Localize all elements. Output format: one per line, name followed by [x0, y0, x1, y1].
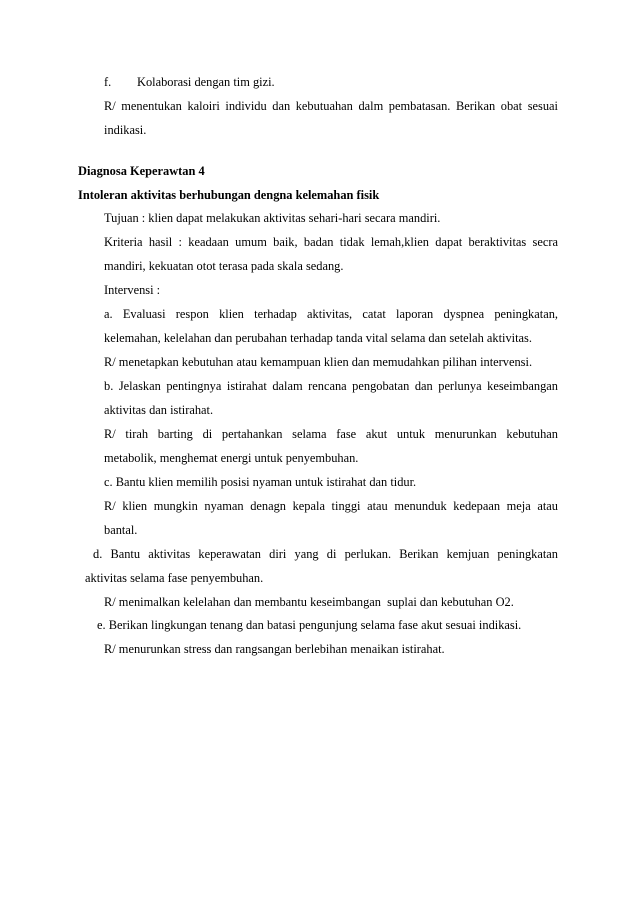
tujuan-text: Tujuan : klien dapat melakukan aktivitas sehari-hari secara mandiri.	[104, 211, 441, 225]
item-f-rationale-line-1: R/ menentukan kaloiri individu dan kebutuahan dalm pembatasan. Berikan obat sesuai	[104, 99, 558, 113]
item-c: c. Bantu klien memilih posisi nyaman untuk istirahat dan tidur.	[104, 475, 417, 489]
item-b-rationale-line-2: metabolik, menghemat energi untuk penyembuhan.	[104, 451, 359, 465]
item-e: e. Berikan lingkungan tenang dan batasi pengunjung selama fase akut sesuai indikasi.	[97, 618, 522, 632]
item-d-line-1: d. Bantu aktivitas keperawatan diri yang di perlukan. Berikan kemjuan peningkatan	[93, 547, 558, 561]
item-f-text: Kolaborasi dengan tim gizi.	[137, 75, 275, 89]
kriteria-line-1: Kriteria hasil : keadaan umum baik, badan tidak lemah,klien dapat beraktivitas secra	[104, 235, 558, 249]
item-f-marker: f.	[104, 75, 112, 89]
item-f-rationale-line-2: indikasi.	[104, 123, 147, 137]
item-a-line-2: kelemahan, kelelahan dan perubahan terhadap tanda vital selama dan setelah aktivitas.	[104, 331, 532, 345]
intervensi-label: Intervensi :	[104, 283, 161, 297]
item-b-line-2: aktivitas dan istirahat.	[104, 403, 214, 417]
item-b-rationale-line-1: R/ tirah barting di pertahankan selama fase akut untuk menurunkan kebutuhan	[104, 427, 558, 441]
kriteria-line-2: mandiri, kekuatan otot terasa pada skala sedang.	[104, 259, 344, 273]
item-f	[104, 74, 275, 90]
item-a-rationale: R/ menetapkan kebutuhan atau kemampuan klien dan memudahkan pilihan intervensi.	[104, 355, 533, 369]
item-e-rationale: R/ menurunkan stress dan rangsangan berlebihan menaikan istirahat.	[104, 642, 445, 656]
section-title: Diagnosa Keperawtan 4	[78, 164, 205, 178]
item-c-rationale-line-1: R/ klien mungkin nyaman denagn kepala tinggi atau menunduk kedepaan meja atau	[104, 499, 558, 513]
item-c-rationale-line-2: bantal.	[104, 523, 138, 537]
item-d-rationale: R/ menimalkan kelelahan dan membantu keseimbangan suplai dan kebutuhan O2.	[104, 595, 514, 609]
item-a-line-1: a. Evaluasi respon klien terhadap aktivitas, catat laporan dyspnea peningkatan,	[104, 307, 558, 321]
diagnosis-title: Intoleran aktivitas berhubungan dengna kelemahan fisik	[78, 188, 380, 202]
item-b-line-1: b. Jelaskan pentingnya istirahat dalam rencana pengobatan dan perlunya keseimbangan	[104, 379, 558, 393]
item-d-line-2: aktivitas selama fase penyembuhan.	[85, 571, 264, 585]
